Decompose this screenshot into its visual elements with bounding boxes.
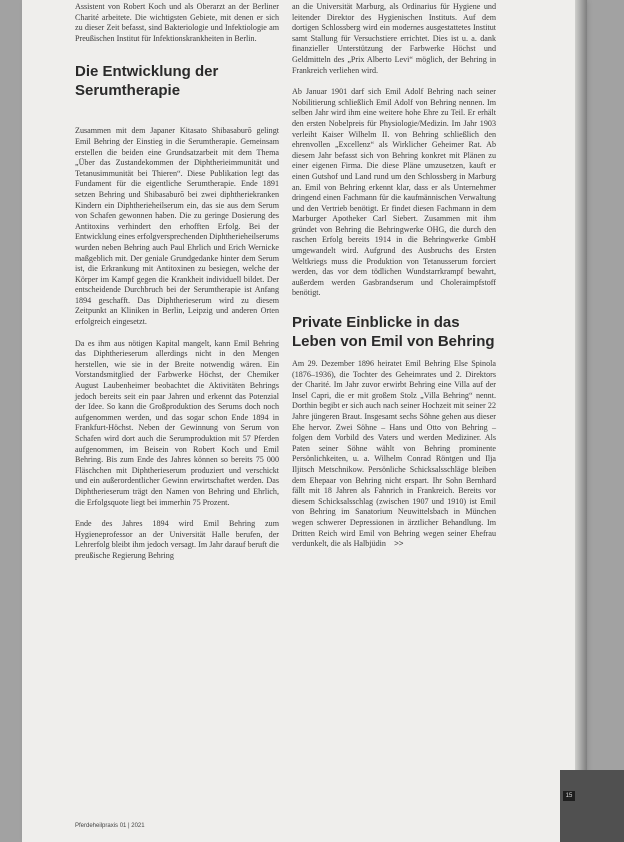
- left-column: [75, 2, 279, 573]
- left-intro-paragraph: Assistent von Robert Koch und als Oberarzt an der Berliner Charité arbeitete. Die wichtigsten Gebiete, mit denen er sich zu dieser Zeit befasst, sind Bakteriologie und Infektiologie am Preußischen Institut für Infektionskrankheiten in Berlin.: [75, 2, 279, 43]
- page-number: 15: [563, 791, 575, 801]
- left-paragraph-3: Ende des Jahres 1894 wird Emil Behring zum Hygieneprofessor an der Universität Halle berufen, der Lehrerfolg bleibt ihm jedoch versagt. Im Jahr darauf beruft die preußische Regierung Behring: [75, 519, 279, 560]
- section-heading-private: Private Einblicke in das Leben von Emil von Behring: [292, 314, 495, 351]
- left-paragraph-1: Zusammen mit dem Japaner Kitasato Shibasaburō gelingt Emil Behring der Einstieg in die Serumtherapie. Gemeinsam erstellen die beiden eine Grundsatzarbeit mit dem Thema „Über das Zustandekommen der Diphtherieimmunität und Tetanusimmunität bei Thieren“. Diese Publikation legt das Fundament für die eigentliche Serumtherapie. Ende 1891 setzen Behring und Shibasaburō bei zwei diphtheriekranken Kindern ein Diphtherieheilserum ein, das sie aus dem Serum von Schafen gewonnen haben. Die zu geringe Dosierung des Antitoxins verhindert den erhofften Erfolg. Bei der Entwicklung eines erfolgversprechenden Diphtherieheilserums wurden neben Behring auch Paul Ehrlich und Erich Wernicke maßgeblich mit. Der geniale Grundgedanke hinter dem Serum ist, die Erkrankung mit Antitoxinen zu besiegen, welche der Körper im Kampf gegen die Krankheit individuell bildet. Der entscheidende Durchbruch bei der Serumtherapie ist Anfang 1894 geschafft. Das Diphtherieserum wird zu diesem Zeitpunkt an Kliniken in Berlin, Leipzig und anderen Orten erfolgreich eingesetzt.: [75, 126, 279, 327]
- left-paragraph-2: Da es ihm aus nötigen Kapital mangelt, kann Emil Behring das Diphtherieserum allerdings nicht in den Mengen herstellen, wie sie in der Breite notwendig wären. Ein Vorstandsmitglied der Farbwerke Höchst, der Chemiker August Laubenheimer beobachtet die Aktivitäten Behrings jedoch bereits seit ein paar Jahren und erkennt das Potenzial der Idee. So kann die Großproduktion des Serums doch noch aufgenommen werden, und das sogar schon Ende 1894 in Frankfurt-Höchst. Neben der Gewinnung von Serum von Schafen wird dort auch die Serumproduktion mit 57 Pferden aufgenommen, im Beisein von Robert Koch und Emil Behring. Bis zum Ende des Jahres können so bereits 75 000 Fläschchen mit Diphtherieserum produziert und verschickt und ein außerordentlicher Gewinn erwirtschaftet werden. Das Diphtherieserum trägt den Namen von Behring und Ehrlich, die Erfolgsquote liegt bei immerhin 75 Prozent.: [75, 338, 279, 507]
- scan-dark-corner: [560, 770, 624, 842]
- right-paragraph-2: Ab Januar 1901 darf sich Emil Adolf Behring nach seiner Nobilitierung schließlich Emil Adolf von Behring nennen. Im selben Jahr wird ihm eine weitere hohe Ehre zu Teil. Er erhält den ersten Nobelpreis für Physiologie/Medizin. Im Jahr 1903 verleiht Kaiser Wilhelm II. von Behring schließlich den ehrenvollen „Excellenz“ als Wirklicher Geheimer Rat. Ab diesem Jahr befasst sich von Behring konkret mit Plänen zu einer eigenen Firma. Die diese Pläne umzusetzen, kauft er einen Gutshof und Land rund um den Schlossberg in Marburg an. Emil von Behring erkennt klar, dass er als Unternehmer dringend einen Fachmann für die kaufmännischen Verwaltung und den Vertrieb benötigt. Er findet diesen Fachmann in dem Marburger Apotheker Carl Siebert. Zusammen mit ihm gründet von Behring die Behringwerke OHG, die durch den raschen Erfolg bereits 1914 in die Behringwerke GmbH umgewandelt wird. Aufgrund des Ausbruchs des Ersten Weltkriegs muss die Produktion von Tetanusserum forciert werden, das vor dem tödlichen Wundstarrkrampf bewahrt, außerdem werden Gasbrandserum und Choleraimpfstoff benötigt.: [292, 87, 496, 298]
- page-edge-shadow: [575, 0, 587, 842]
- right-column: [292, 2, 496, 561]
- continue-marker: >>: [394, 539, 404, 549]
- section-heading-serumtherapie: Die Entwicklung der Serumtherapie: [75, 63, 219, 100]
- right-paragraph-1: an die Universität Marburg, als Ordinarius für Hygiene und leitender Direktor des Hygienischen Instituts. Auf dem dortigen Schlossberg wird ein modernes ausgestattetes Institut samt Stallung für Versuchstiere errichtet. Dies ist u. a. dank finanzieller Unterstützung der Farbwerke Höchst und Geldmitteln des „Prix Alberto Levi“ möglich, der Behring in Frankreich verliehen wird.: [292, 2, 496, 75]
- right-paragraph-3: [292, 359, 496, 550]
- page-footer: Pferdeheilpraxis 01 | 2021: [75, 823, 145, 829]
- right-paragraph-3-text: Am 29. Dezember 1896 heiratet Emil Behring Else Spinola (1876–1936), die Tochter des Geheimrates und 2. Direktors der Charité. Im Jahr zuvor erwirbt Behring eine Villa auf der Insel Capri, die er mit großem Stolz „Villa Behring“ nennt. Dorthin begibt er sich auch nach seiner Hochzeit mit seiner 22 Jahre jüngeren Braut. Insgesamt sechs Söhne gehen aus dieser Ehe hervor. Zwei Söhne – Hans und Otto von Behring – folgen dem Vorbild des Vaters und werden Mediziner. Als Paten seiner Söhne wählt von Behring prominente Persönlichkeiten, u. a. Wilhelm Conrad Röntgen und Ilja Iljitsch Metschnikow. Persönliche Schicksalsschläge bleiben dem Ehepaar von Behring nicht erspart. Ihr Sohn Bernhard fällt mit 18 Jahren als Fahnrich in Frankreich. Bereits vor diesem Schicksalsschlag (zwischen 1907 und 1910) ist Emil von Behring im Sanatorium Neuwittelsbach in München wegen schwerer Depressionen in ärztlicher Behandlung. Im Dritten Reich wird Emil von Behring wegen seiner Ehefrau verdunkelt, die als Halbjüdin: [292, 359, 496, 549]
